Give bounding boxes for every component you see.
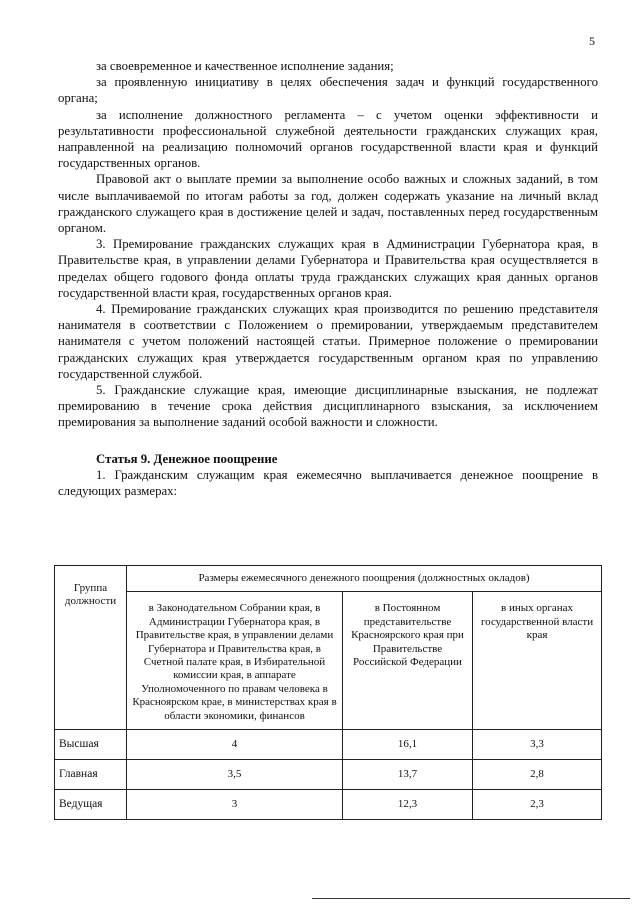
row-value-1: 3 xyxy=(127,790,343,820)
paragraph: за исполнение должностного регламента – с учетом оценки эффективности и результативности профессиональной служебной деятельности гражданских служащих края, направленной на реализацию полномочий органов государственной власти края и функций государственных органов. xyxy=(58,107,598,171)
page-bottom-rule xyxy=(312,898,630,899)
row-value-3: 2,8 xyxy=(473,760,602,790)
sizes-header: Размеры ежемесячного денежного поощрения (должностных окладов) xyxy=(127,566,602,592)
table-row xyxy=(55,730,602,760)
col-header-2: в Постоянном представительстве Красноярского края при Правительстве Российской Федерации xyxy=(343,592,473,730)
group-header: Группа должности xyxy=(55,566,127,730)
row-group: Высшая xyxy=(55,730,127,760)
row-value-2: 16,1 xyxy=(343,730,473,760)
row-value-2: 13,7 xyxy=(343,760,473,790)
paragraph: 3. Премирование гражданских служащих края в Администрации Губернатора края, в Правительстве края, в управлении делами Губернатора и Правительства края осуществляется в пределах общего годового фонда оплаты труда гражданских служащих края данных органов государственной власти края, государственных органов края. xyxy=(58,237,598,300)
reward-table xyxy=(54,565,602,820)
table-subheader-row xyxy=(55,592,602,730)
paragraph: за проявленную инициативу в целях обеспечения задач и функций государственного органа; xyxy=(58,75,598,106)
col-header-1: в Законодательном Собрании края, в Администрации Губернатора края, в Правительстве края, в управлении делами Губернатора и Правительства края, в Счетной палате края, в Избирательной комиссии края, в аппарате Уполномоченного по правам человека в Красноярском крае, в министерствах края в области экономики, финансов xyxy=(127,592,343,730)
article-heading: Статья 9. Денежное поощрение xyxy=(96,451,278,466)
row-value-3: 3,3 xyxy=(473,730,602,760)
paragraph: за своевременное и качественное исполнение задания; xyxy=(96,59,394,73)
row-value-3: 2,3 xyxy=(473,790,602,820)
row-group: Ведущая xyxy=(55,790,127,820)
row-group: Главная xyxy=(55,760,127,790)
table-row xyxy=(55,760,602,790)
row-value-1: 4 xyxy=(127,730,343,760)
table-header-row xyxy=(55,566,602,592)
page-number: 5 xyxy=(589,34,595,48)
table-row xyxy=(55,790,602,820)
paragraph: Правовой акт о выплате премии за выполнение особо важных и сложных заданий, в том числе выплачиваемой по итогам работы за год, должен содержать указание на личный вклад гражданского служащего края в достижение целей и задач, поставленных перед государственным органом. xyxy=(58,172,598,236)
document-body xyxy=(58,58,598,499)
paragraph: 4. Премирование гражданских служащих края производится по решению представителя нанимателя в соответствии с Положением о премировании, утверждаемым представителем нанимателя с учетом положений настоящей статьи. Примерное положение о премировании гражданских служащих края утверждается государственным органом края по управлению государственной службой. xyxy=(58,302,598,381)
row-value-1: 3,5 xyxy=(127,760,343,790)
col-header-3: в иных органах государственной власти края xyxy=(473,592,602,730)
article-text: 1. Гражданским служащим края ежемесячно выплачивается денежное поощрение в следующих размерах: xyxy=(58,467,598,498)
row-value-2: 12,3 xyxy=(343,790,473,820)
paragraph: 5. Гражданские служащие края, имеющие дисциплинарные взыскания, не подлежат премированию в течение срока действия дисциплинарного взыскания, за исключением премирования за выполнение заданий особой важности и сложности. xyxy=(58,383,598,430)
